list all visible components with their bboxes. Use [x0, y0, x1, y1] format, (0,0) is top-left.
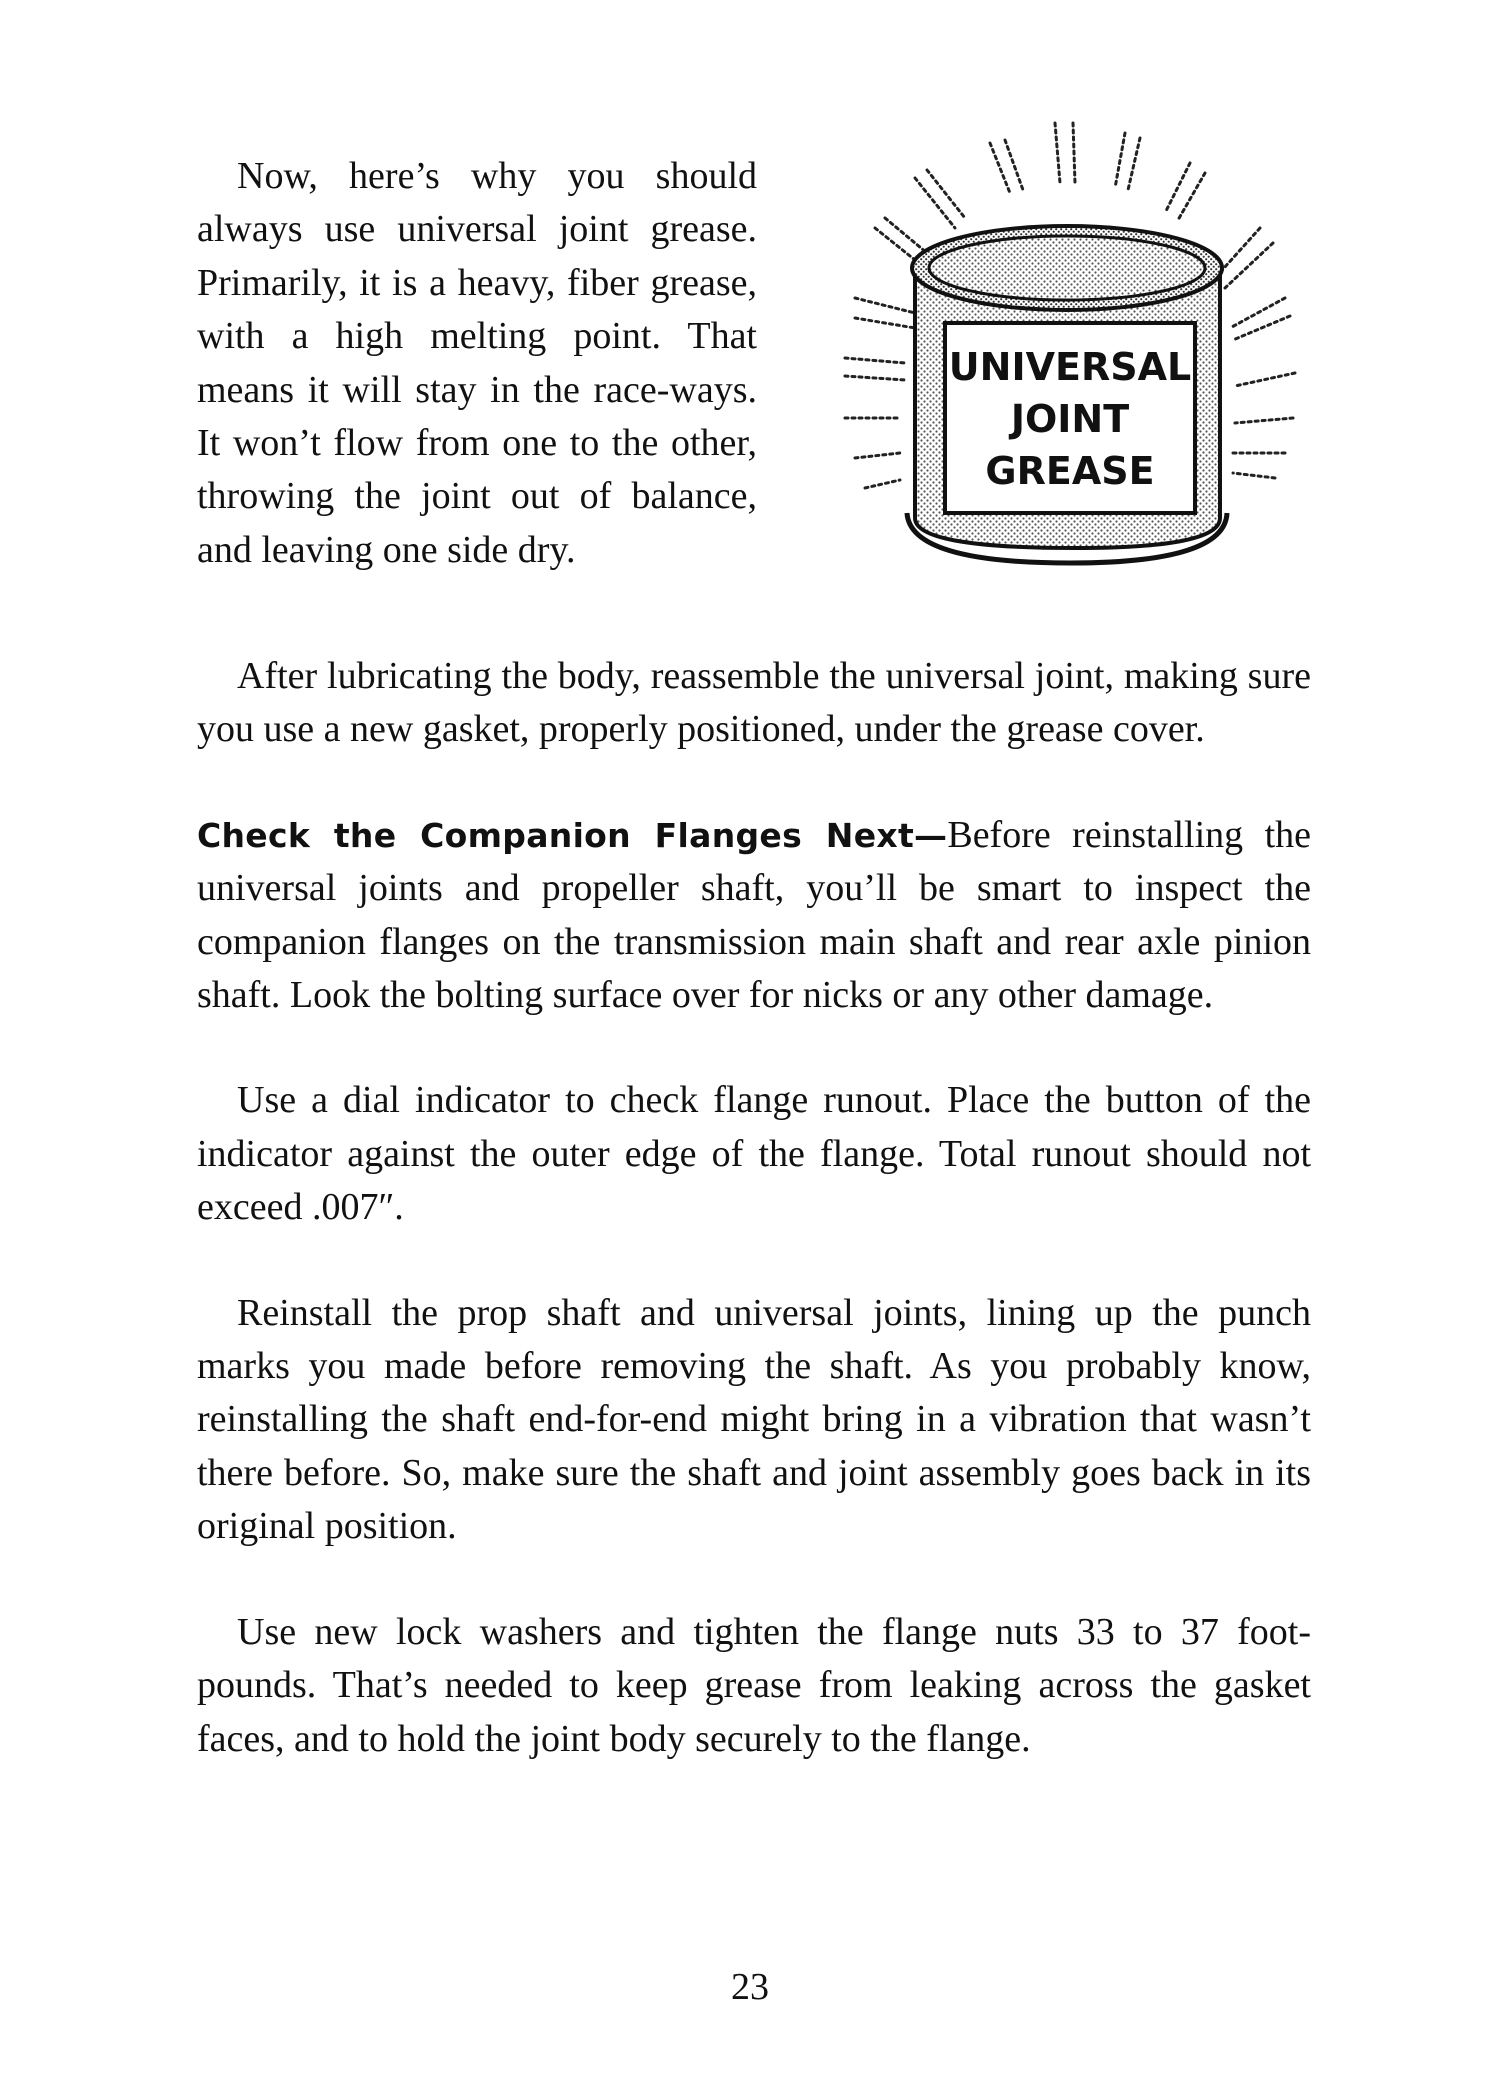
label-line-grease: GREASE	[985, 449, 1155, 493]
label-line-joint: JOINT	[1010, 397, 1130, 441]
paragraph-reinstall: Reinstall the prop shaft and universal joints, lining up the punch marks you made before removing the shaft. As you probably know, reinstalling the shaft end-for-end might bring in a vibration that wasn’t there before. So, make sure the shaft and joint assembly goes back in its original position.	[197, 1291, 1311, 1548]
grease-can	[907, 226, 1227, 563]
run-in-heading: Check the Companion Flanges Next—	[197, 815, 948, 855]
grease-can-illustration	[815, 118, 1310, 588]
main-text-column	[197, 650, 1311, 1818]
paragraph-reassemble: After lubricating the body, reassemble the universal joint, making sure you use a new gasket, properly positioned, under the grease cover.	[197, 655, 1311, 751]
paragraph-companion-flanges	[197, 809, 1311, 1023]
intro-paragraph: Now, here’s why you should always use universal joint grease. Primarily, it is a heavy, fiber grease, with a high melting point. That means it will stay in the race-ways. It won’t flow from one to the other, throwing the joint out of balance, and leaving one side dry.	[197, 155, 757, 571]
intro-text-column	[197, 150, 757, 577]
paragraph-runout: Use a dial indicator to check flange runout. Place the button of the indicator against the outer edge of the flange. Total runout should not exceed .007″.	[197, 1079, 1311, 1229]
page-number: 23	[731, 1966, 769, 2008]
paragraph-lock-washers: Use new lock washers and tighten the flange nuts 33 to 37 foot-pounds. That’s needed to keep grease from leaking across the gasket faces, and to hold the joint body securely to the flange.	[197, 1610, 1311, 1760]
label-line-universal: UNIVERSAL	[948, 345, 1192, 389]
flanges-body-text: Before reinstalling the universal joints and propeller shaft, you’ll be smart to inspect the companion flanges on the transmission main shaft and rear axle pinion shaft. Look the bolting surface over for nicks or any other damage.	[197, 813, 1312, 1017]
